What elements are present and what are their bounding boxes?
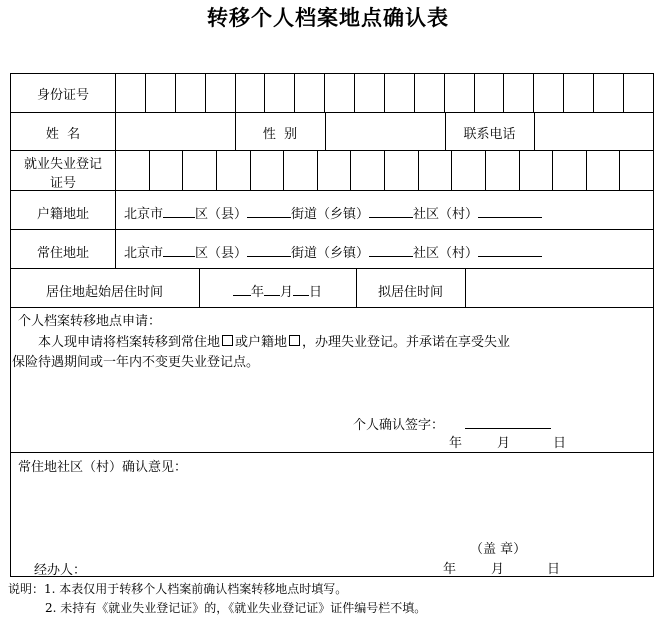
start-year-label: 年	[251, 285, 265, 300]
employment-cert-boxes[interactable]	[115, 150, 654, 191]
sign-line[interactable]	[465, 428, 551, 429]
id-number-label: 身份证号	[36, 88, 89, 103]
household-label: 户籍地址	[36, 207, 89, 222]
household-city: 北京市	[124, 207, 164, 222]
community-month: 月	[491, 562, 505, 577]
household-community: 社区（村）	[413, 207, 479, 222]
application-text-line2: 保险待遇期间或一年内不变更失业登记点。	[12, 355, 260, 370]
application-text-line1: 本人现申请将档案转移到常住地 或户籍地 ，办理失业登记。并承诺在享受失业	[38, 335, 511, 350]
residence-city: 北京市	[124, 246, 164, 261]
sign-label: 个人确认签字：	[353, 418, 445, 433]
start-month-label: 月	[280, 285, 294, 300]
employment-cert-label-line2: 证号	[49, 176, 76, 191]
residence-checkbox[interactable]	[222, 335, 233, 346]
community-year: 年	[443, 562, 457, 577]
application-month: 月	[497, 436, 511, 451]
residence-label: 常住地址	[36, 246, 89, 261]
gender-field[interactable]	[327, 114, 443, 149]
application-day: 日	[553, 436, 567, 451]
id-number-boxes[interactable]	[115, 73, 654, 113]
note-line2: 2. 未持有《就业失业登记证》的，《就业失业登记证》证件编号栏不填。	[45, 601, 427, 615]
form-title: 转移个人档案地点确认表	[207, 6, 449, 30]
name-field[interactable]	[117, 114, 233, 149]
seal-label: （盖 章）	[470, 542, 527, 557]
household-district: 区（县）	[195, 207, 248, 222]
start-time-date[interactable]	[233, 281, 322, 300]
phone-field[interactable]	[536, 114, 652, 149]
name-label: 姓 名	[45, 127, 81, 142]
residence-address-line[interactable]	[124, 242, 542, 261]
residence-street: 街道（乡镇）	[291, 246, 370, 261]
start-time-label: 居住地起始居住时间	[45, 285, 163, 300]
application-heading: 个人档案转移地点申请：	[18, 314, 162, 329]
note-line1: 说明：1. 本表仅用于转移个人档案前确认档案转移地点时填写。	[8, 582, 348, 596]
planned-time-label: 拟居住时间	[377, 285, 443, 300]
start-day-label: 日	[309, 285, 323, 300]
residence-community: 社区（村）	[413, 246, 479, 261]
planned-time-field[interactable]	[467, 270, 652, 306]
household-checkbox[interactable]	[289, 335, 300, 346]
application-year: 年	[449, 436, 463, 451]
phone-label: 联系电话	[463, 127, 516, 142]
employment-cert-label-line1: 就业失业登记	[23, 157, 102, 172]
household-street: 街道（乡镇）	[291, 207, 370, 222]
community-heading: 常住地社区（村）确认意见：	[18, 460, 188, 475]
handler-label: 经办人：	[34, 563, 87, 578]
household-address-line[interactable]	[124, 203, 542, 222]
gender-label: 性 别	[262, 127, 298, 142]
community-day: 日	[547, 562, 561, 577]
residence-district: 区（县）	[195, 246, 248, 261]
